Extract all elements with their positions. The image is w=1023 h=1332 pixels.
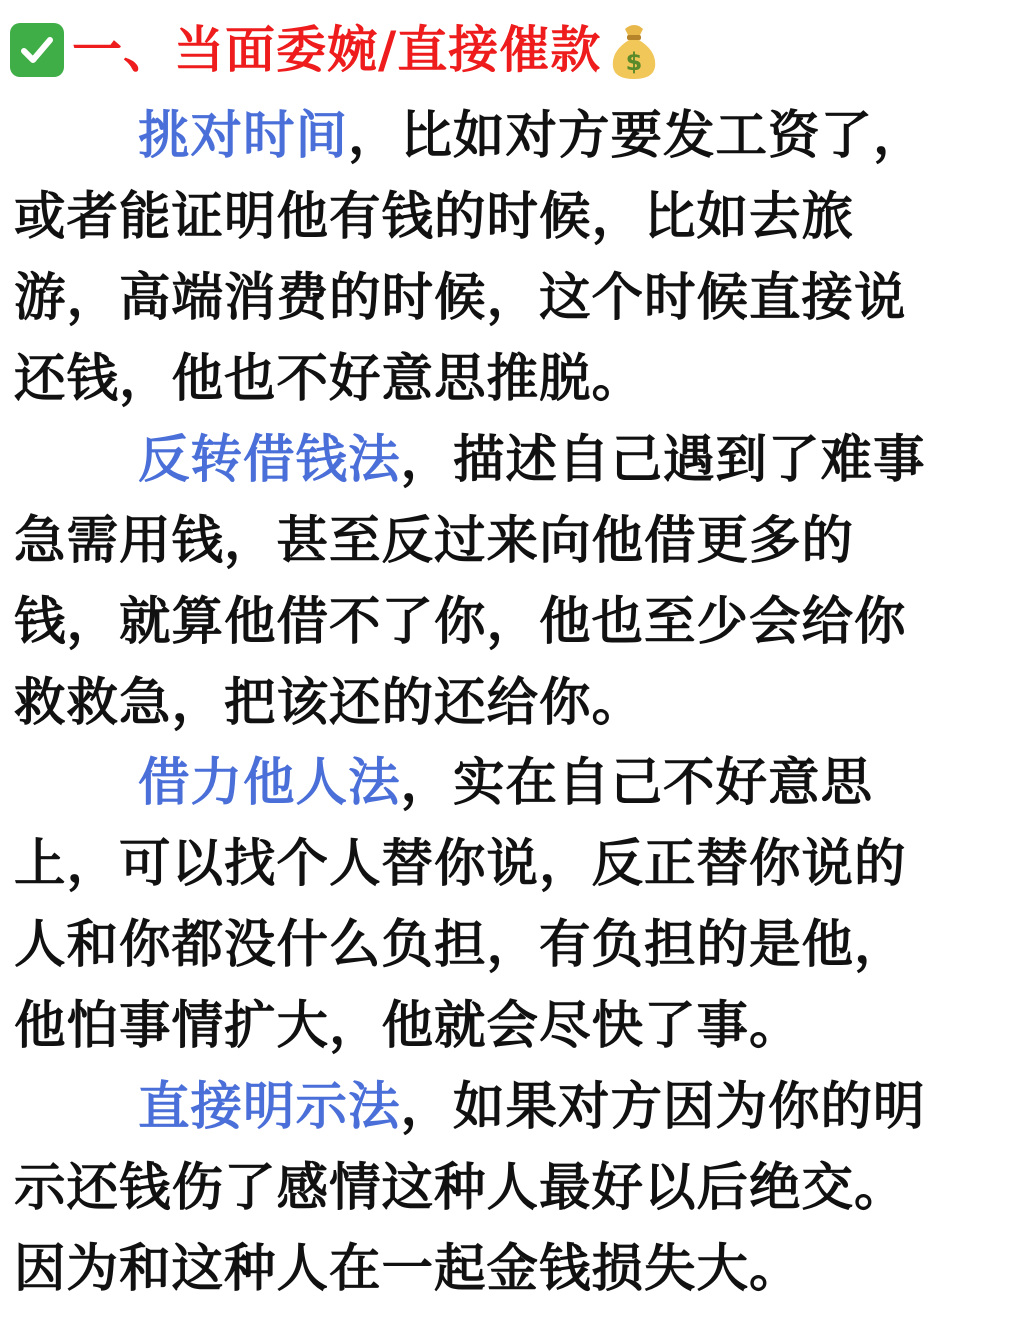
paragraph-line: 他怕事情扩大，他就会尽快了事。	[14, 996, 802, 1056]
paragraph-text: ，比如对方要发工资了，	[348, 106, 926, 166]
paragraph-line: 急需用钱，甚至反过来向他借更多的	[14, 511, 855, 571]
header	[10, 14, 663, 86]
paragraph-timing	[14, 96, 1014, 420]
paragraph-first-line	[14, 420, 1014, 501]
money-bag-icon	[605, 19, 663, 81]
paragraph-line: 因为和这种人在一起金钱损失大。	[14, 1239, 802, 1299]
paragraph-line: 钱，就算他借不了你，他也至少会给你	[14, 592, 907, 652]
paragraph-line: 或者能证明他有钱的时候，比如去旅	[14, 187, 855, 247]
paragraph-text: ，描述自己遇到了难事	[400, 430, 926, 490]
check-mark-icon	[10, 23, 64, 77]
method-name-timing: 挑对时间	[138, 106, 349, 166]
paragraph-line: 救救急，把该还的还给你。	[14, 673, 645, 733]
paragraph-third-party	[14, 743, 1014, 1067]
paragraph-line: 上，可以找个人替你说，反正替你说的	[14, 834, 907, 894]
paragraph-line: 还钱，他也不好意思推脱。	[14, 349, 645, 409]
paragraph-first-line	[14, 743, 1014, 824]
paragraph-first-line	[14, 1067, 1014, 1148]
method-name-third-party: 借力他人法	[138, 753, 401, 813]
paragraph-reverse-borrow	[14, 420, 1014, 744]
paragraph-line: 游，高端消费的时候，这个时候直接说	[14, 268, 907, 328]
method-name-direct: 直接明示法	[138, 1077, 401, 1137]
svg-text:$: $	[625, 48, 643, 76]
paragraph-direct	[14, 1067, 1014, 1310]
paragraph-text: ，实在自己不好意思	[400, 753, 874, 813]
method-name-reverse-borrow: 反转借钱法	[138, 430, 401, 490]
paragraph-first-line	[14, 96, 1014, 177]
paragraph-line: 人和你都没什么负担，有负担的是他，	[14, 915, 907, 975]
paragraph-text: ，如果对方因为你的明	[400, 1077, 926, 1137]
paragraph-line: 示还钱伤了感情这种人最好以后绝交。	[14, 1158, 907, 1218]
header-title: 一、当面委婉/直接催款	[72, 21, 602, 79]
